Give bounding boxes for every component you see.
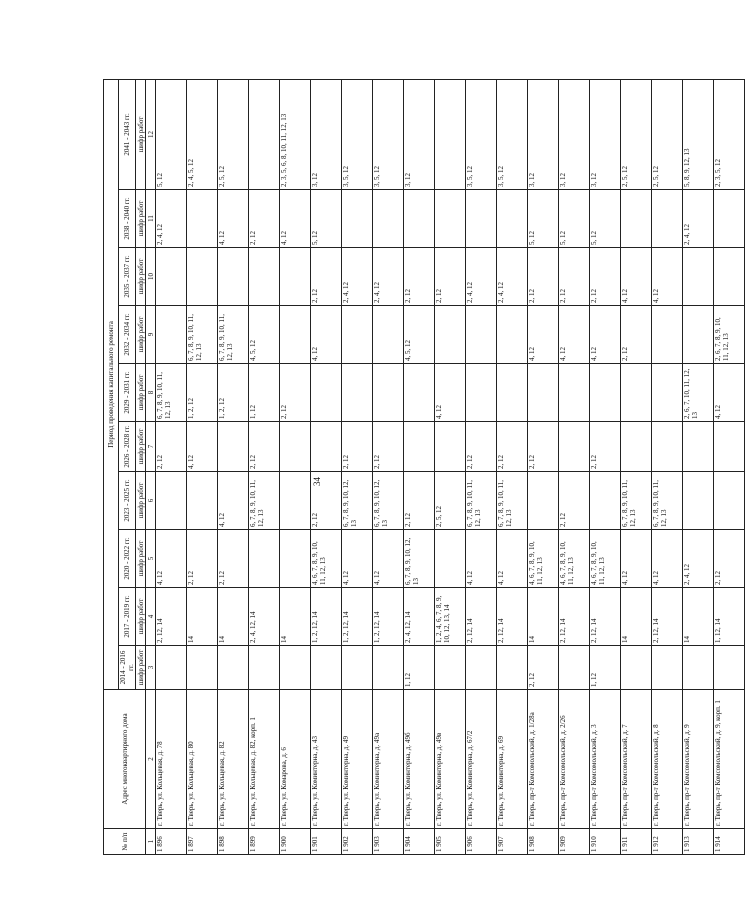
row-work-codes [187, 472, 218, 530]
row-work-codes: 14 [280, 588, 311, 646]
row-work-codes: 4, 12 [652, 248, 683, 306]
row-address: г. Тверь, ул. Коминтерна, д. 49б [404, 690, 435, 829]
table-row [683, 79, 714, 854]
row-work-codes: 2, 12 [311, 248, 342, 306]
row-work-codes: 4, 12 [280, 190, 311, 248]
row-work-codes: 2, 12 [528, 248, 559, 306]
row-work-codes [280, 422, 311, 472]
row-work-codes: 1, 2, 12 [218, 364, 249, 422]
header-period-range: 2020 - 2022 гг. [119, 530, 136, 588]
row-work-codes [714, 248, 745, 306]
row-work-codes: 3, 12 [590, 79, 621, 189]
row-work-codes [311, 646, 342, 690]
header-column-number: 8 [146, 364, 156, 422]
row-work-codes: 4, 12 [187, 422, 218, 472]
header-subheader: шифр работ [136, 588, 146, 646]
row-work-codes: 2, 4, 12 [156, 190, 187, 248]
row-work-codes: 2, 12, 14 [590, 588, 621, 646]
row-work-codes: 2, 12, 14 [652, 588, 683, 646]
row-work-codes: 14 [218, 588, 249, 646]
row-work-codes [280, 472, 311, 530]
repair-schedule-table [103, 79, 745, 855]
row-work-codes: 4, 12 [311, 306, 342, 364]
header-column-number: 7 [146, 422, 156, 472]
row-work-codes: 2, 12 [559, 248, 590, 306]
row-work-codes: 3, 5, 12 [466, 79, 497, 189]
row-work-codes: 2, 12, 14 [466, 588, 497, 646]
page-number: 34 [312, 477, 322, 486]
row-work-codes: 14 [683, 588, 714, 646]
row-work-codes [342, 306, 373, 364]
row-number: 1 905 [435, 829, 466, 855]
row-work-codes: 4, 12 [621, 530, 652, 588]
row-address: г. Тверь, пр-т Комсомольский, д. 8 [652, 690, 683, 829]
row-work-codes: 2, 12 [342, 422, 373, 472]
row-work-codes [435, 79, 466, 189]
row-work-codes [652, 306, 683, 364]
row-address: г. Тверь, ул. Коминтерна, д. 43 [311, 690, 342, 829]
row-work-codes: 2, 12, 14 [156, 588, 187, 646]
row-work-codes: 4, 6, 7, 8, 9, 10, 11, 12, 13 [528, 530, 559, 588]
row-work-codes: 4, 12 [466, 530, 497, 588]
row-number: 1 904 [404, 829, 435, 855]
row-work-codes: 4, 5, 12 [249, 306, 280, 364]
row-work-codes [435, 422, 466, 472]
row-work-codes: 2, 6, 7, 8, 9, 10, 11, 12, 13 [714, 306, 745, 364]
row-work-codes: 2, 4, 12, 14 [249, 588, 280, 646]
row-work-codes [249, 530, 280, 588]
row-work-codes: 4, 12 [218, 472, 249, 530]
header-period-range: 2014 - 2016 гг. [119, 646, 136, 690]
row-work-codes [373, 646, 404, 690]
row-work-codes [373, 306, 404, 364]
table-row [280, 79, 311, 854]
row-work-codes: 5, 12 [156, 79, 187, 189]
row-work-codes: 2, 4, 12 [342, 248, 373, 306]
row-work-codes: 4, 6, 7, 8, 9, 10, 11, 12, 13 [559, 530, 590, 588]
row-work-codes: 2, 12 [435, 248, 466, 306]
table-row [156, 79, 187, 854]
row-work-codes: 3, 12 [311, 79, 342, 189]
header-column-number: 2 [146, 690, 156, 829]
header-column-number: 6 [146, 472, 156, 530]
row-work-codes: 3, 12 [559, 79, 590, 189]
row-work-codes [590, 472, 621, 530]
header-column-number: 5 [146, 530, 156, 588]
row-work-codes [621, 190, 652, 248]
header-subheader: шифр работ [136, 190, 146, 248]
header-subheader: шифр работ [136, 530, 146, 588]
row-work-codes: 14 [187, 588, 218, 646]
row-work-codes: 1, 12 [249, 364, 280, 422]
header-subheader: шифр работ [136, 306, 146, 364]
row-number: 1 907 [497, 829, 528, 855]
row-work-codes: 4, 12 [373, 530, 404, 588]
row-work-codes: 2, 4, 12 [497, 248, 528, 306]
row-work-codes [373, 190, 404, 248]
header-period-range: 2026 - 2028 гг. [119, 422, 136, 472]
header-period-range: 2038 - 2040 гг. [119, 190, 136, 248]
row-number: 1 901 [311, 829, 342, 855]
row-work-codes: 6, 7, 8, 9, 10, 11, 12, 13 [156, 364, 187, 422]
row-address: г. Тверь, пр-т Комсомольский, д. 7 [621, 690, 652, 829]
row-work-codes: 2, 12 [404, 472, 435, 530]
row-address: г. Тверь, ул. Коминтерна, д. 49в [435, 690, 466, 829]
row-work-codes: 2, 4, 12 [373, 248, 404, 306]
row-work-codes [280, 530, 311, 588]
row-work-codes: 3, 12 [528, 79, 559, 189]
table-row [373, 79, 404, 854]
row-work-codes [249, 646, 280, 690]
header-row-main [104, 79, 119, 854]
table-row [714, 79, 745, 854]
row-work-codes: 4, 12 [156, 530, 187, 588]
row-work-codes [559, 422, 590, 472]
row-work-codes [218, 646, 249, 690]
row-work-codes [435, 646, 466, 690]
row-number: 1 896 [156, 829, 187, 855]
header-subheader: шифр работ [136, 646, 146, 690]
row-address: г. Тверь, ул. Кольцевая, д. 82 [218, 690, 249, 829]
row-work-codes [497, 364, 528, 422]
row-work-codes: 4, 12 [218, 190, 249, 248]
row-address: г. Тверь, ул. Коминтерна, д. 67/2 [466, 690, 497, 829]
header-column-number: 4 [146, 588, 156, 646]
rotated-page [103, 80, 730, 855]
row-number: 1 900 [280, 829, 311, 855]
row-work-codes: 14 [528, 588, 559, 646]
row-work-codes [466, 190, 497, 248]
table-row [621, 79, 652, 854]
row-work-codes: 2, 12 [466, 422, 497, 472]
row-work-codes [683, 248, 714, 306]
row-work-codes [590, 364, 621, 422]
row-work-codes: 4, 6, 7, 8, 9, 10, 11, 12, 13 [590, 530, 621, 588]
row-address: г. Тверь, ул. Коминтерна, д. 49а [373, 690, 404, 829]
row-work-codes [280, 306, 311, 364]
row-work-codes: 2, 12 [249, 422, 280, 472]
row-work-codes [528, 472, 559, 530]
table-row [497, 79, 528, 854]
row-work-codes: 2, 5, 12 [621, 79, 652, 189]
row-work-codes [714, 422, 745, 472]
table-row [249, 79, 280, 854]
row-work-codes: 1, 2, 12, 14 [311, 588, 342, 646]
table-row [528, 79, 559, 854]
row-work-codes [435, 530, 466, 588]
row-work-codes [156, 306, 187, 364]
row-work-codes: 2, 12 [280, 364, 311, 422]
row-number: 1 898 [218, 829, 249, 855]
row-work-codes: 4, 12 [714, 364, 745, 422]
row-work-codes: 3, 5, 12 [373, 79, 404, 189]
header-subheader: шифр работ [136, 364, 146, 422]
row-work-codes [497, 646, 528, 690]
row-work-codes [714, 646, 745, 690]
header-period-range: 2032 - 2034 гг. [119, 306, 136, 364]
row-address: г. Тверь, пр-т Комсомольский, д. 9 [683, 690, 714, 829]
row-work-codes: 4, 12 [621, 248, 652, 306]
row-address: г. Тверь, ул. Кольцевая, д. 80 [187, 690, 218, 829]
row-work-codes [249, 79, 280, 189]
header-period-range: 2041 - 2043 гг. [119, 79, 136, 189]
header-subheader: шифр работ [136, 248, 146, 306]
row-work-codes: 2, 12 [590, 422, 621, 472]
row-work-codes: 2, 12 [311, 472, 342, 530]
row-work-codes: 2, 4, 12 [683, 190, 714, 248]
row-work-codes [218, 248, 249, 306]
row-work-codes: 2, 12 [187, 530, 218, 588]
row-work-codes [156, 646, 187, 690]
table-body [156, 79, 745, 854]
table-row [435, 79, 466, 854]
row-work-codes: 6, 7, 8, 9, 10, 11, 12, 13 [466, 472, 497, 530]
row-work-codes [435, 190, 466, 248]
row-work-codes: 1, 2, 12, 14 [373, 588, 404, 646]
row-work-codes: 3, 5, 12 [497, 79, 528, 189]
row-work-codes: 6, 7, 8, 9, 10, 11, 12, 13 [187, 306, 218, 364]
row-work-codes [683, 422, 714, 472]
row-work-codes: 2, 12, 14 [497, 588, 528, 646]
header-column-number: 12 [146, 79, 156, 189]
row-work-codes [342, 190, 373, 248]
row-address: г. Тверь, ул. Коминтерна, д. 69 [497, 690, 528, 829]
table-row [342, 79, 373, 854]
header-subheader: шифр работ [136, 472, 146, 530]
row-work-codes [187, 646, 218, 690]
row-work-codes [683, 472, 714, 530]
header-num: № п/п [104, 829, 146, 855]
row-work-codes [280, 248, 311, 306]
row-work-codes: 6, 7, 8, 9, 10, 12, 13 [404, 530, 435, 588]
row-address: г. Тверь, пр-т Комсомольский, д. 2/26 [559, 690, 590, 829]
header-period-range: 2023 - 2025 гг. [119, 472, 136, 530]
row-work-codes: 4, 6, 7, 8, 9, 10, 11, 12, 13 [311, 530, 342, 588]
row-work-codes [404, 422, 435, 472]
row-work-codes: 2, 5, 12 [652, 79, 683, 189]
table-row [404, 79, 435, 854]
header-column-number: 3 [146, 646, 156, 690]
header-column-number: 1 [146, 829, 156, 855]
table-row [218, 79, 249, 854]
row-work-codes: 2, 12 [528, 422, 559, 472]
row-work-codes: 2, 3, 5, 6, 8, 10, 11, 12, 13 [280, 79, 311, 189]
row-work-codes: 4, 12 [652, 530, 683, 588]
row-work-codes: 14 [621, 588, 652, 646]
row-work-codes [156, 248, 187, 306]
row-work-codes: 2, 12 [714, 530, 745, 588]
row-work-codes: 2, 12 [404, 248, 435, 306]
row-work-codes [466, 364, 497, 422]
row-work-codes: 3, 5, 12 [342, 79, 373, 189]
row-work-codes: 5, 12 [311, 190, 342, 248]
row-work-codes: 6, 7, 8, 9, 10, 11, 12, 13 [218, 306, 249, 364]
row-work-codes [652, 646, 683, 690]
row-work-codes: 5, 12 [528, 190, 559, 248]
row-address: г. Тверь, ул. Кольцевая, д. 78 [156, 690, 187, 829]
row-work-codes: 2, 12 [249, 190, 280, 248]
row-work-codes [528, 364, 559, 422]
row-address: г. Тверь, ул. Кольцевая, д. 82, корп. 1 [249, 690, 280, 829]
row-work-codes: 1, 12 [590, 646, 621, 690]
row-number: 1 913 [683, 829, 714, 855]
table-row [187, 79, 218, 854]
row-work-codes: 4, 12 [528, 306, 559, 364]
row-work-codes: 6, 7, 8, 9, 10, 12, 13 [342, 472, 373, 530]
row-address: г. Тверь, ул. Коминтерна, д. 49 [342, 690, 373, 829]
row-work-codes [187, 190, 218, 248]
header-column-number: 9 [146, 306, 156, 364]
row-number: 1 903 [373, 829, 404, 855]
table-row [652, 79, 683, 854]
row-work-codes: 6, 7, 8, 9, 10, 11, 12, 13 [652, 472, 683, 530]
row-number: 1 914 [714, 829, 745, 855]
row-work-codes: 2, 12 [621, 306, 652, 364]
row-work-codes [559, 646, 590, 690]
row-work-codes: 2, 12 [373, 422, 404, 472]
row-address: г. Тверь, пр-т Комсомольский, д. 3 [590, 690, 621, 829]
table-row [590, 79, 621, 854]
row-work-codes: 2, 6, 7, 10, 11, 12, 13 [683, 364, 714, 422]
row-work-codes [404, 364, 435, 422]
row-number: 1 909 [559, 829, 590, 855]
row-work-codes: 4, 12 [497, 530, 528, 588]
row-work-codes: 2, 12 [590, 248, 621, 306]
row-work-codes: 6, 7, 8, 9, 10, 11, 12, 13 [249, 472, 280, 530]
row-work-codes [311, 364, 342, 422]
row-work-codes [466, 646, 497, 690]
row-work-codes [497, 190, 528, 248]
header-subheader: шифр работ [136, 79, 146, 189]
row-work-codes: 1, 12, 14 [714, 588, 745, 646]
row-work-codes: 1, 2, 12, 14 [342, 588, 373, 646]
row-work-codes [342, 646, 373, 690]
row-number: 1 897 [187, 829, 218, 855]
row-work-codes: 2, 4, 12 [683, 530, 714, 588]
row-work-codes: 4, 12 [342, 530, 373, 588]
row-work-codes [280, 646, 311, 690]
table-row [466, 79, 497, 854]
row-work-codes [652, 364, 683, 422]
row-work-codes: 6, 7, 8, 9, 10, 11, 12, 13 [621, 472, 652, 530]
row-work-codes: 2, 4, 5, 12 [187, 79, 218, 189]
row-work-codes [621, 422, 652, 472]
row-number: 1 906 [466, 829, 497, 855]
row-work-codes [714, 472, 745, 530]
row-work-codes: 1, 12 [404, 646, 435, 690]
row-work-codes [652, 422, 683, 472]
row-address: г. Тверь, ул. Комарова, д. 6 [280, 690, 311, 829]
row-work-codes: 2, 3, 5, 12 [714, 79, 745, 189]
row-work-codes: 2, 12, 14 [559, 588, 590, 646]
row-work-codes: 4, 5, 12 [404, 306, 435, 364]
row-work-codes [621, 364, 652, 422]
row-work-codes [714, 190, 745, 248]
row-number: 1 912 [652, 829, 683, 855]
row-work-codes [218, 422, 249, 472]
row-work-codes: 3, 12 [404, 79, 435, 189]
row-number: 1 902 [342, 829, 373, 855]
header-column-number: 10 [146, 248, 156, 306]
table-row [559, 79, 590, 854]
row-work-codes: 4, 12 [559, 306, 590, 364]
header-subheader: шифр работ [136, 422, 146, 472]
header-period-range: 2017 - 2019 гг. [119, 588, 136, 646]
row-work-codes: 2, 12 [218, 530, 249, 588]
row-work-codes [466, 306, 497, 364]
row-work-codes [683, 306, 714, 364]
header-period: Период проведения капитального ремонта [104, 79, 119, 689]
row-work-codes [156, 472, 187, 530]
row-work-codes: 2, 5, 12 [435, 472, 466, 530]
header-row-column-numbers [146, 79, 156, 854]
row-work-codes: 6, 7, 8, 9, 10, 12, 13 [373, 472, 404, 530]
row-work-codes [652, 190, 683, 248]
row-number: 1 911 [621, 829, 652, 855]
row-work-codes: 2, 12 [497, 422, 528, 472]
row-work-codes: 1, 2, 12 [187, 364, 218, 422]
row-work-codes: 2, 12 [559, 472, 590, 530]
row-number: 1 899 [249, 829, 280, 855]
row-work-codes: 5, 12 [559, 190, 590, 248]
row-work-codes: 2, 4, 12, 14 [404, 588, 435, 646]
header-period-range: 2035 - 2037 гг. [119, 248, 136, 306]
row-work-codes [683, 646, 714, 690]
row-work-codes [373, 364, 404, 422]
row-work-codes: 5, 12 [590, 190, 621, 248]
row-work-codes: 2, 12 [156, 422, 187, 472]
row-work-codes: 2, 4, 12 [466, 248, 497, 306]
row-work-codes [621, 646, 652, 690]
row-work-codes: 1, 2, 4, 6, 7, 8, 9, 10, 12, 13, 14 [435, 588, 466, 646]
row-number: 1 908 [528, 829, 559, 855]
header-period-range: 2029 - 2031 гг. [119, 364, 136, 422]
table-row [311, 79, 342, 854]
row-number: 1 910 [590, 829, 621, 855]
row-work-codes: 4, 12 [435, 364, 466, 422]
row-address: г. Тверь, пр-т Комсомольский, д. 1/28а [528, 690, 559, 829]
row-work-codes: 4, 12 [590, 306, 621, 364]
row-work-codes [435, 306, 466, 364]
header-column-number: 11 [146, 190, 156, 248]
row-work-codes [404, 190, 435, 248]
row-work-codes [187, 248, 218, 306]
row-work-codes: 5, 8, 9, 12, 13 [683, 79, 714, 189]
row-work-codes: 6, 7, 8, 9, 10, 11, 12, 13 [497, 472, 528, 530]
row-work-codes [559, 364, 590, 422]
row-work-codes [497, 306, 528, 364]
row-work-codes: 2, 12 [528, 646, 559, 690]
row-work-codes [342, 364, 373, 422]
header-address: Адрес многоквартирного дома [104, 690, 146, 829]
row-work-codes [311, 422, 342, 472]
row-work-codes [249, 248, 280, 306]
row-address: г. Тверь, пр-т Комсомольский, д. 9, корп. 1 [714, 690, 745, 829]
row-work-codes: 2, 5, 12 [218, 79, 249, 189]
